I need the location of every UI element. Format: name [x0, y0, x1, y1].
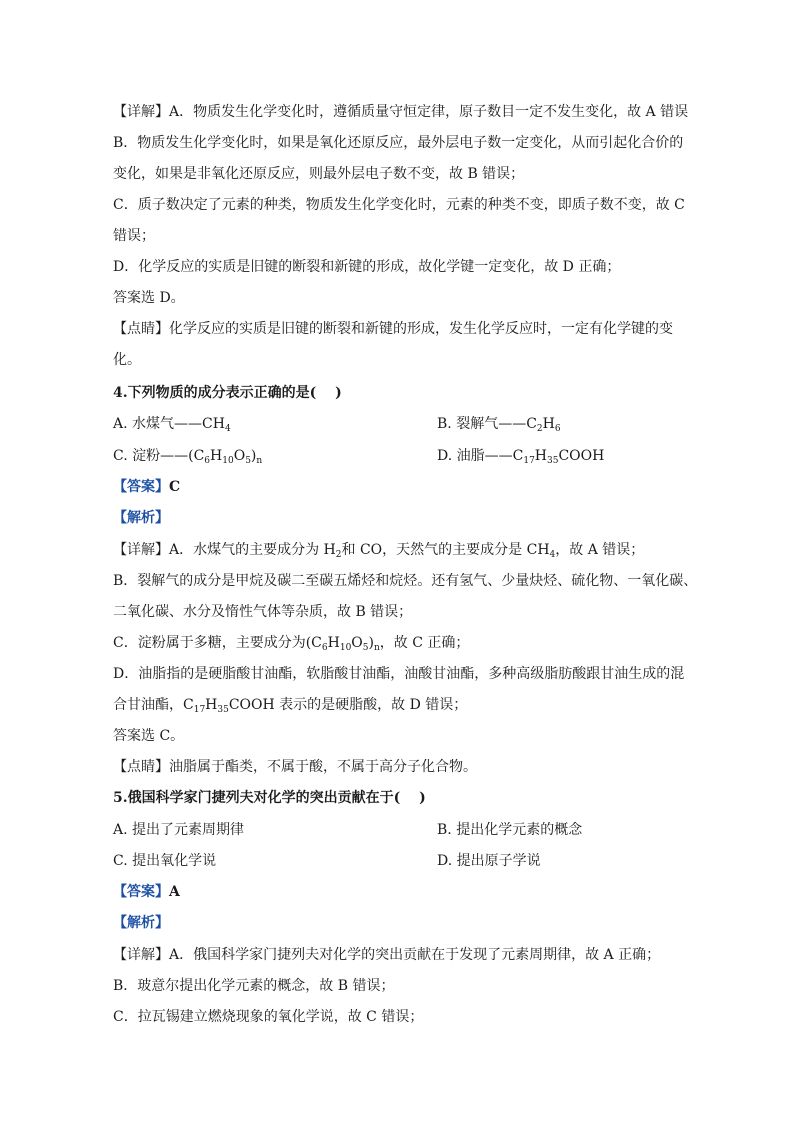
- subscript: 4: [224, 424, 231, 434]
- q5-detail-a: [113, 945, 660, 965]
- detail-text: A．物质发生化学变化时，遵循质量守恒定律，原子数目一定不发生变化，故 A 错误: [169, 104, 689, 120]
- detail-text: ，故 C 正确；: [379, 635, 470, 651]
- subscript: 17: [193, 705, 206, 715]
- subscript: 6: [204, 456, 211, 466]
- s3-comment-1: [113, 319, 673, 339]
- s3-detail-c1: C．质子数决定了元素的种类，物质发生化学变化时，元素的种类不变，即质子数不变，故 C: [113, 197, 685, 213]
- detail-text: H: [205, 697, 218, 713]
- q4-detail-b2: 二氧化碳、水分及惰性气体等杂质，故 B 错误；: [113, 604, 413, 620]
- q4-detail-d1: D．油脂指的是硬脂酸甘油酯，软脂酸甘油酯，油酸甘油酯，多种高级脂肪酸跟甘油生成的混: [113, 666, 685, 682]
- s3-answer-line: 答案选 D。: [113, 290, 185, 306]
- q4-detail-a: [113, 540, 644, 560]
- subscript: 10: [222, 456, 234, 466]
- detail-text: 和 CO，天然气的主要成分是 CH: [341, 542, 550, 558]
- s3-detail-d: D．化学反应的实质是旧键的断裂和新键的形成，故化学键一定变化，故 D 正确；: [113, 259, 621, 275]
- answer-value: C: [169, 479, 181, 495]
- q5-option-a: A. 提出了元素周期律: [113, 822, 245, 838]
- s3-comment-2: 化。: [113, 352, 141, 368]
- q4-option-d: [437, 446, 604, 466]
- detail-text: C．淀粉属于多糖，主要成分为(C: [113, 635, 322, 651]
- option-text: B. 裂解气——C: [437, 416, 537, 432]
- q5-detail-c: C．拉瓦锡建立燃烧现象的氧化学说，故 C 错误；: [113, 1009, 424, 1025]
- detail-text: A．俄国科学家门捷列夫对化学的突出贡献在于发现了元素周期律，故 A 正确；: [169, 947, 661, 963]
- detail-label: 【详解】: [113, 542, 169, 558]
- q4-comment: [113, 757, 477, 777]
- subscript: 2: [536, 424, 543, 434]
- s3-detail-c2: 错误；: [113, 228, 155, 244]
- subscript: 5: [245, 456, 251, 466]
- q4-answer-line: 答案选 C。: [113, 728, 185, 744]
- comment-label: 【点睛】: [113, 759, 169, 775]
- analysis-label: 【解析】: [113, 915, 169, 931]
- q5-detail-b: B．玻意尔提出化学元素的概念，故 B 错误；: [113, 978, 395, 994]
- q4-option-c: [113, 446, 262, 466]
- analysis-label: 【解析】: [113, 510, 169, 526]
- s3-detail-a: [113, 102, 688, 122]
- detail-text: A．水煤气的主要成分为 H: [169, 542, 336, 558]
- q5-option-c: C. 提出氧化学说: [113, 853, 217, 869]
- detail-text: ，故 A 错误；: [555, 542, 645, 558]
- q4-stem: 4.下列物质的成分表示正确的是( ): [113, 385, 342, 401]
- q5-analysis-label: [113, 913, 169, 933]
- q5-answer: [113, 882, 180, 902]
- subscript: 2: [335, 550, 342, 560]
- detail-text: O: [351, 635, 363, 651]
- q4-option-b: [437, 414, 561, 434]
- option-text: ): [250, 448, 257, 464]
- option-text: C. 淀粉——(C: [113, 448, 205, 464]
- s3-detail-b2: 变化，如果是非氧化还原反应，则最外层电子数不变，故 B 错误；: [113, 166, 525, 182]
- comment-text: 化学反应的实质是旧键的断裂和新键的形成，发生化学反应时，一定有化学键的变: [169, 321, 673, 337]
- subscript: 6: [554, 424, 561, 434]
- answer-label: 【答案】: [113, 479, 169, 495]
- subscript: 35: [547, 456, 559, 466]
- detail-label: 【详解】: [113, 947, 169, 963]
- subscript: 35: [217, 705, 229, 715]
- q5-option-b: B. 提出化学元素的概念: [437, 822, 583, 838]
- subscript: 6: [321, 643, 328, 653]
- answer-value: A: [169, 884, 180, 900]
- detail-text: 合甘油酯，C: [113, 697, 194, 713]
- subscript: 10: [339, 643, 352, 653]
- q4-answer: [113, 477, 180, 497]
- detail-label: 【详解】: [113, 104, 169, 120]
- subscript: 5: [362, 643, 369, 653]
- subscript: 17: [523, 456, 535, 466]
- s3-detail-b1: B．物质发生化学变化时，如果是氧化还原反应，最外层电子数一定变化，从而引起化合价的: [113, 135, 684, 151]
- subscript: 4: [549, 550, 556, 560]
- option-text: H: [210, 448, 223, 464]
- subscript: n: [373, 643, 380, 653]
- option-text: COOH: [558, 448, 605, 464]
- q4-detail-c: [113, 633, 469, 653]
- option-text: D. 油脂——C: [437, 448, 524, 464]
- option-text: H: [542, 416, 555, 432]
- q5-option-d: D. 提出原子学说: [437, 853, 541, 869]
- detail-text: COOH 表示的是硬脂酸，故 D 错误；: [228, 697, 468, 713]
- comment-text: 油脂属于酯类，不属于酸，不属于高分子化合物。: [169, 759, 477, 775]
- q4-detail-b1: B．裂解气的成分是甲烷及碳二至碳五烯烃和烷烃。还有氢气、少量炔烃、硫化物、一氧化碳、: [113, 573, 698, 589]
- q4-analysis-label: [113, 508, 169, 528]
- subscript: n: [256, 456, 263, 466]
- option-text: O: [233, 448, 246, 464]
- comment-label: 【点睛】: [113, 321, 169, 337]
- q4-option-a: [113, 414, 231, 434]
- option-text: H: [534, 448, 548, 464]
- q5-stem: 5.俄国科学家门捷列夫对化学的突出贡献在于( ): [113, 790, 426, 806]
- detail-text: ): [368, 635, 374, 651]
- option-text: A. 水煤气——CH: [113, 416, 225, 432]
- answer-label: 【答案】: [113, 884, 169, 900]
- q4-detail-d2: [113, 695, 467, 715]
- detail-text: H: [327, 635, 340, 651]
